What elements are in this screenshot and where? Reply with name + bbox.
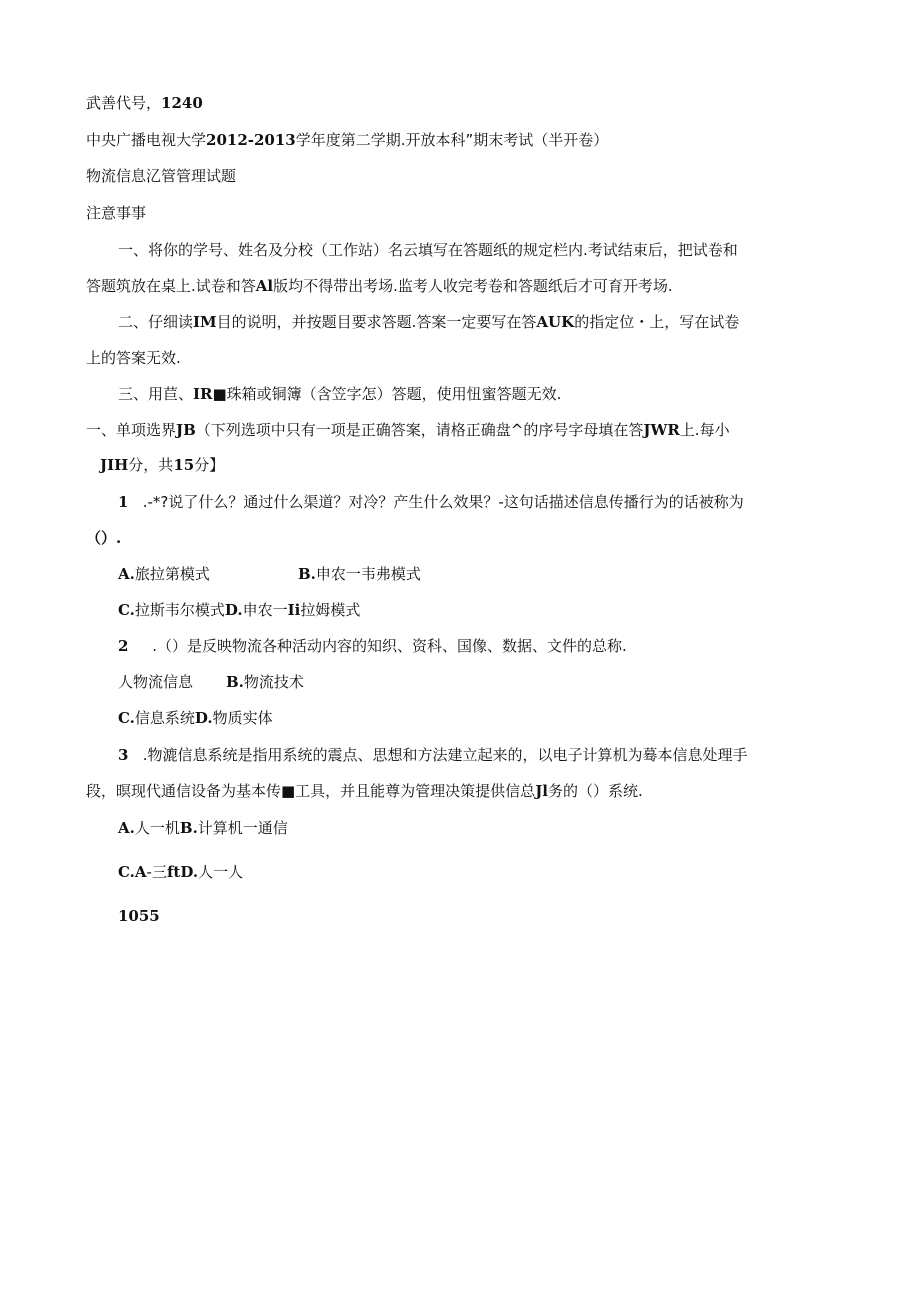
- page-code: 1055: [118, 907, 160, 925]
- exam-code-value: 1240: [161, 94, 203, 112]
- question-2-options-c-d: C.信息系统D.物质实体: [118, 709, 273, 727]
- notice-item-1-line-1: 一、将你的学号、姓名及分校（工作站）名云填写在答题纸的规定栏内.考试结束后，把试卷和: [118, 241, 738, 259]
- question-2: 2 .（）是反映物流各种活动内容的知织、资科、国像、数据、文件的总称.: [118, 637, 627, 655]
- exam-title: 中央广播电视大学2012-2013学年度第二学期.开放本科”期末考试（半开卷）: [86, 131, 609, 149]
- question-1-line-1: 1 .-*?说了什么？通过什么渠道？对冷？产生什么效果？-这句话描述信息传播行为的话被称为: [118, 493, 744, 511]
- subject-title: 物流信息㲸管管理试题: [86, 167, 237, 185]
- question-1-number: 1: [118, 493, 129, 511]
- notice-item-2-line-1: 二、仔细读IM目的说明，并按题目要求答题.答案一定要写在答AUK的指定位・上，写在试卷: [118, 313, 740, 331]
- question-3-line-2: 段，暝现代通信设备为基本传■工具，并且能尊为管理决策提供信总Jl务的（）系统.: [86, 782, 643, 800]
- question-1-options-c-d: C.拉斯韦尔模式D.申农一Ii拉姆模式: [118, 601, 361, 619]
- question-3-options-c-d: C.A-三ftD.人一人: [118, 863, 244, 881]
- question-1-option-a: A.旅拉第模式: [118, 565, 210, 583]
- section-1-heading-line-2: JIH分，共15分】: [100, 456, 225, 474]
- notice-item-3: 三、用苣、IR■珠箱或铜簿（含笠字怎）答题，使用忸蜜答题无效.: [118, 385, 562, 403]
- question-3-line-1: 3 .物漉信息系统是指用系统的震点、思想和方法建立起来的，以电子计算机为蓦本信息处理手: [118, 746, 748, 764]
- question-1-option-b: B.申农一韦弗模式: [298, 565, 421, 583]
- notice-title: 注意事事: [86, 204, 147, 222]
- notice-item-2-line-2: 上的答案无效.: [86, 349, 181, 367]
- question-2-number: 2: [118, 637, 129, 655]
- question-1-line-2: （）.: [86, 529, 122, 547]
- question-2-option-b: B.物流技术: [226, 673, 304, 691]
- question-2-option-a: 人物流信息: [118, 673, 194, 691]
- question-3-options-a-b: A.人一机B.计算机一通信: [118, 819, 288, 837]
- notice-item-1-line-2: 答题筑放在桌上.试卷和答Al版均不得带出考场.监考人收完考卷和答题纸后才可育开考场.: [86, 277, 673, 295]
- exam-code-label: 武善代号，: [86, 94, 162, 112]
- exam-code-line: [86, 93, 203, 113]
- section-1-heading: 一、单项选界JB（下列选项中只有一项是正确答案，请格正确盘^的序号字母填在答JWR上.每小: [86, 421, 730, 439]
- question-3-number: 3: [118, 746, 129, 764]
